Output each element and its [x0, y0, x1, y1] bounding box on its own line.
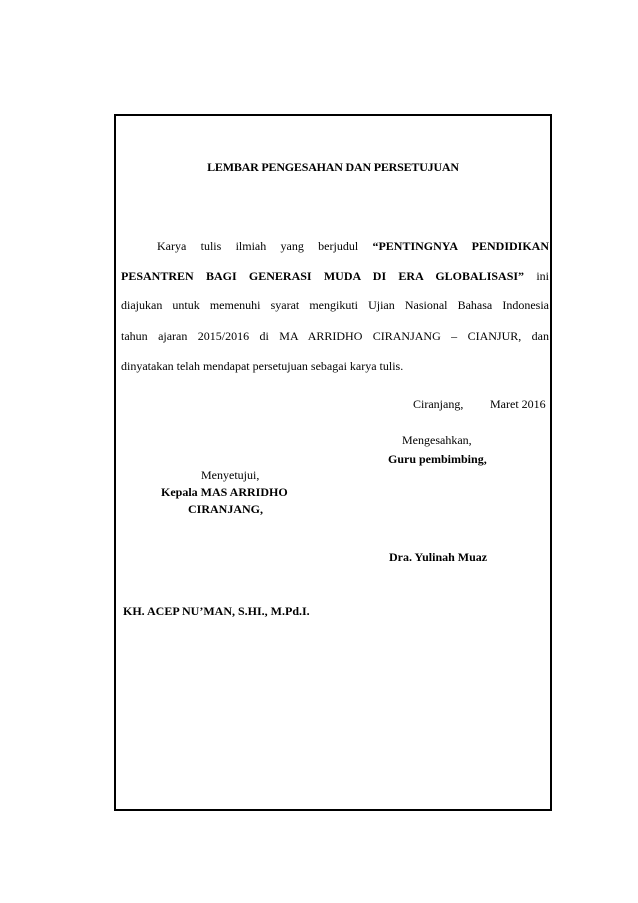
- consent-label: Menyetujui,: [201, 468, 260, 482]
- document-frame: [114, 114, 552, 811]
- paragraph-line-1: [121, 238, 549, 254]
- paragraph-line-2-text: ini: [524, 269, 549, 283]
- paragraph-line-3: diajukan untuk memenuhi syarat mengikuti Ujian Nasional Bahasa Indonesia: [121, 298, 549, 312]
- paragraph-line-1-title: “PENTINGNYA PENDIDIKAN: [372, 239, 549, 253]
- approval-label: Mengesahkan,: [402, 433, 472, 447]
- paragraph-line-2-title: PESANTREN BAGI GENERASI MUDA DI ERA GLOBALISASI”: [121, 269, 525, 283]
- principal-role-line-1: Kepala MAS ARRIDHO: [161, 485, 288, 499]
- principal-name: KH. ACEP NU’MAN, S.HI., M.Pd.I.: [123, 604, 310, 618]
- supervisor-name: Dra. Yulinah Muaz: [389, 550, 488, 564]
- paragraph-line-2: [121, 268, 549, 284]
- signing-date: Maret 2016: [490, 397, 546, 411]
- paragraph-line-1-text: Karya tulis ilmiah yang berjudul: [157, 239, 373, 253]
- paragraph-line-4: tahun ajaran 2015/2016 di MA ARRIDHO CIRANJANG – CIANJUR, dan: [121, 329, 549, 343]
- document-title: LEMBAR PENGESAHAN DAN PERSETUJUAN: [207, 160, 459, 174]
- paragraph-line-5: dinyatakan telah mendapat persetujuan sebagai karya tulis.: [121, 359, 404, 373]
- principal-role-line-2: CIRANJANG,: [188, 502, 263, 516]
- signing-place: Ciranjang,: [413, 397, 464, 411]
- supervisor-role: Guru pembimbing,: [388, 452, 487, 466]
